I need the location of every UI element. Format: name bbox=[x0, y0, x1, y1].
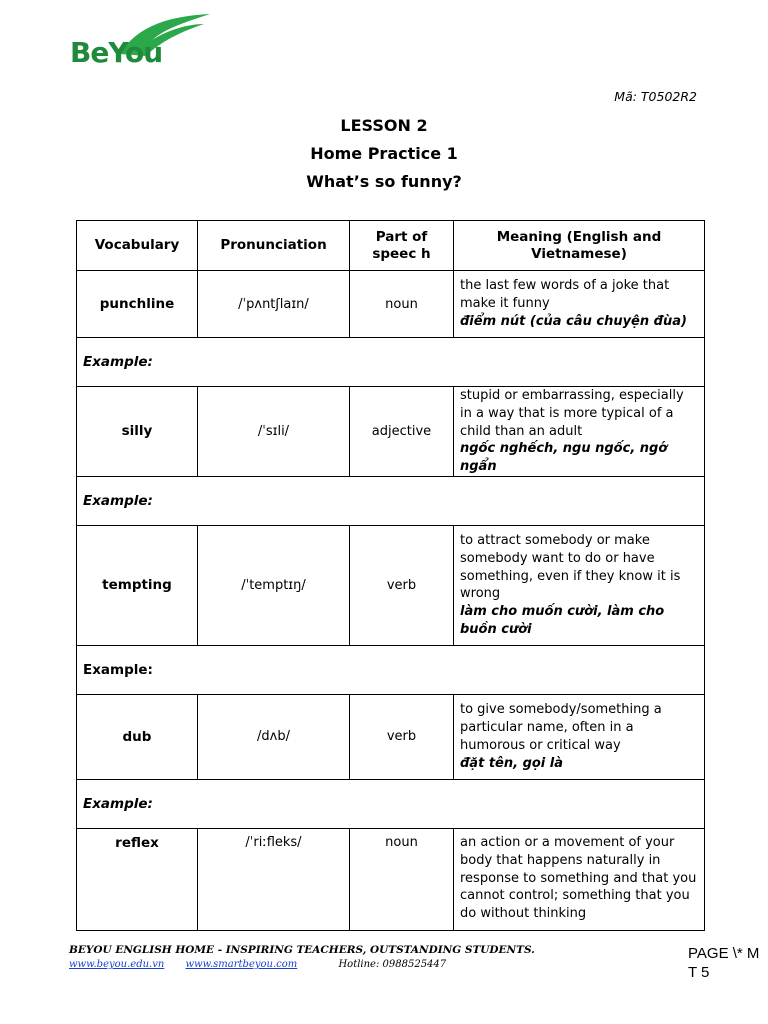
practice-title: Home Practice 1 bbox=[310, 144, 458, 163]
meaning-vietnamese: làm cho muốn cười, làm cho buồn cười bbox=[460, 604, 665, 638]
vocab-word: reflex bbox=[77, 828, 198, 930]
vocab-pronunciation: /ˈriːfleks/ bbox=[198, 828, 350, 930]
example-label: Example: bbox=[77, 338, 705, 387]
vocab-word: silly bbox=[77, 387, 198, 477]
vocab-pronunciation: /ˈtemptɪŋ/ bbox=[198, 525, 350, 645]
vocab-part-of-speech: adjective bbox=[350, 387, 454, 477]
page-footer bbox=[69, 944, 535, 970]
vocab-pronunciation: /ˈsɪli/ bbox=[198, 387, 350, 477]
vocab-meaning bbox=[454, 828, 705, 930]
beyou-logo bbox=[68, 14, 213, 76]
meaning-english: to give somebody/something a particular name, often in a humorous or critical way bbox=[460, 702, 662, 753]
vocab-meaning bbox=[454, 694, 705, 779]
example-row bbox=[77, 338, 705, 387]
document-code: Mã: T0502R2 bbox=[614, 89, 697, 104]
topic-title: What’s so funny? bbox=[306, 172, 462, 191]
vocab-word: tempting bbox=[77, 525, 198, 645]
example-row bbox=[77, 779, 705, 828]
vocab-pronunciation: /dʌb/ bbox=[198, 694, 350, 779]
vocab-meaning bbox=[454, 387, 705, 477]
table-row bbox=[77, 271, 705, 338]
example-label: Example: bbox=[77, 645, 705, 694]
meaning-vietnamese: ngốc nghếch, ngu ngốc, ngớ ngẩn bbox=[460, 441, 668, 475]
meaning-vietnamese: đặt tên, gọi là bbox=[460, 755, 564, 771]
logo-text: BeYou bbox=[70, 36, 163, 69]
table-header-row bbox=[77, 221, 705, 271]
table-row bbox=[77, 694, 705, 779]
page-field-line1: PAGE \* M bbox=[688, 945, 760, 962]
example-label: Example: bbox=[77, 476, 705, 525]
vocab-part-of-speech: verb bbox=[350, 694, 454, 779]
vocab-meaning bbox=[454, 271, 705, 338]
meaning-english: to attract somebody or make somebody want to do or have something, even if they know it is wrong bbox=[460, 533, 681, 602]
vocab-part-of-speech: noun bbox=[350, 271, 454, 338]
page-number-field bbox=[688, 944, 759, 982]
header-vocabulary: Vocabulary bbox=[77, 221, 198, 271]
smartbeyou-link[interactable]: www.smartbeyou.com bbox=[185, 959, 298, 970]
vocab-word: punchline bbox=[77, 271, 198, 338]
vocabulary-table bbox=[76, 220, 705, 931]
table-row bbox=[77, 525, 705, 645]
vocab-word: dub bbox=[77, 694, 198, 779]
meaning-english: stupid or embarrassing, especially in a way that is more typical of a child than an adult bbox=[460, 388, 684, 439]
header-part-of-speech: Part of speec h bbox=[350, 221, 454, 271]
footer-tagline: BEYOU ENGLISH HOME - INSPIRING TEACHERS, OUTSTANDING STUDENTS. bbox=[69, 944, 535, 956]
vocab-part-of-speech: noun bbox=[350, 828, 454, 930]
header-pronunciation: Pronunciation bbox=[198, 221, 350, 271]
vocab-meaning bbox=[454, 525, 705, 645]
meaning-vietnamese: điểm nút (của câu chuyện đùa) bbox=[460, 313, 687, 329]
lesson-number: LESSON 2 bbox=[340, 116, 428, 135]
footer-hotline: Hotline: 0988525447 bbox=[338, 959, 447, 970]
website-link[interactable]: www.beyou.edu.vn bbox=[69, 959, 165, 970]
footer-links bbox=[69, 959, 535, 970]
example-label: Example: bbox=[77, 779, 705, 828]
header-meaning: Meaning (English and Vietnamese) bbox=[454, 221, 705, 271]
example-row bbox=[77, 476, 705, 525]
table-row bbox=[77, 828, 705, 930]
table-row bbox=[77, 387, 705, 477]
page-field-line2: T 5 bbox=[688, 964, 710, 981]
meaning-english: the last few words of a joke that make it funny bbox=[460, 278, 670, 312]
vocab-pronunciation: /ˈpʌntʃlaɪn/ bbox=[198, 271, 350, 338]
meaning-english: an action or a movement of your body that happens naturally in response to something and that you cannot control; something that you do without thinking bbox=[460, 834, 697, 922]
vocab-part-of-speech: verb bbox=[350, 525, 454, 645]
example-row bbox=[77, 645, 705, 694]
